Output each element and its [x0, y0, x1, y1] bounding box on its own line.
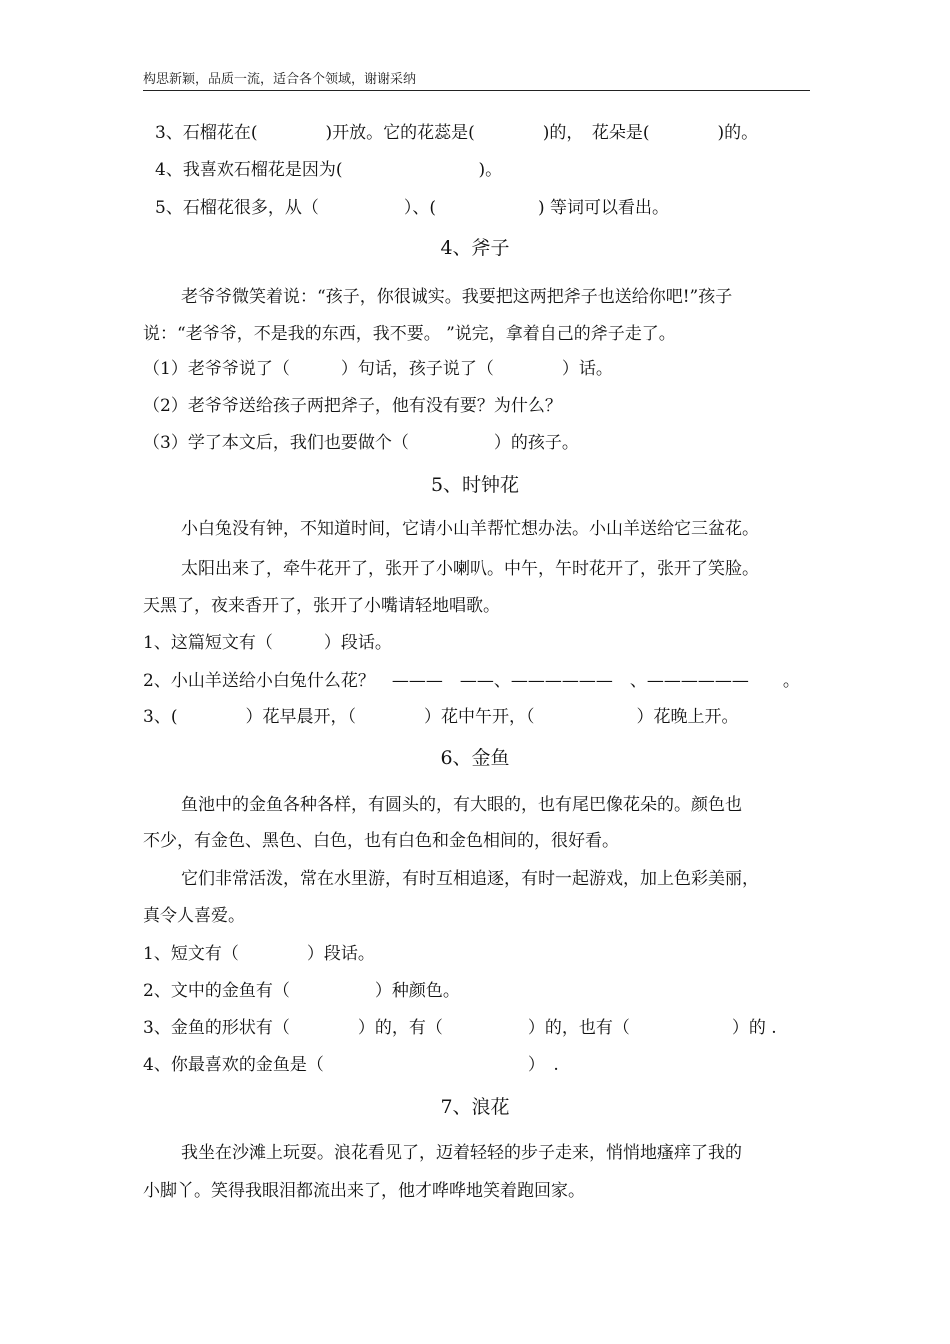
- s7-paragraph-line-1: 我坐在沙滩上玩耍。浪花看见了，迈着轻轻的步子走来，悄悄地瘙痒了我的: [181, 1143, 742, 1163]
- s6-question-2: 2、文中的金鱼有（ ）种颜色。: [143, 981, 460, 1001]
- page-header: 构思新颖，品质一流，适合各个领域，谢谢采纳: [143, 72, 810, 91]
- s6-question-3: 3、金鱼的形状有（ ）的，有（ ）的，也有（ ）的 .: [143, 1018, 777, 1038]
- s4-question-2: （2）老爷爷送给孩子两把斧子，他有没有要？为什么？: [143, 396, 562, 416]
- s5-paragraph-line-1: 小白兔没有钟，不知道时间，它请小山羊帮忙想办法。小山羊送给它三盆花。: [181, 519, 759, 539]
- s3-question-5: 5、石榴花很多，从（ ）、( ) 等词可以看出。: [155, 198, 669, 218]
- s5-title: 5、时钟花: [430, 474, 520, 496]
- s7-paragraph-line-2: 小脚丫。笑得我眼泪都流出来了，他才哗哗地笑着跑回家。: [143, 1181, 585, 1201]
- s6-paragraph-line-3: 它们非常活泼，常在水里游，有时互相追逐，有时一起游戏，加上色彩美丽，: [181, 869, 759, 889]
- s5-question-2: 2、小山羊送给小白兔什么花？ ——— ——、—————— 、—————— 。: [143, 671, 800, 691]
- s6-question-1: 1、短文有（ ）段话。: [143, 944, 375, 964]
- s5-question-1: 1、这篇短文有（ ）段话。: [143, 633, 392, 653]
- s3-question-3: 3、石榴花在( )开放。它的花蕊是( )的， 花朵是( )的。: [155, 123, 759, 143]
- s5-paragraph-line-2: 太阳出来了，牵牛花开了，张开了小喇叭。中午，午时花开了，张开了笑脸。: [181, 559, 759, 579]
- s4-question-3: （3）学了本文后，我们也要做个（ ）的孩子。: [143, 433, 579, 453]
- s7-title: 7、浪花: [440, 1096, 510, 1118]
- s5-paragraph-line-3: 天黑了，夜来香开了，张开了小嘴请轻地唱歌。: [143, 596, 500, 616]
- s6-paragraph-line-2: 不少，有金色、黑色、白色，也有白色和金色相间的，很好看。: [143, 831, 619, 851]
- s6-paragraph-line-1: 鱼池中的金鱼各种各样，有圆头的，有大眼的，也有尾巴像花朵的。颜色也: [181, 795, 742, 815]
- s6-paragraph-line-4: 真令人喜爱。: [143, 906, 245, 926]
- s5-question-3: 3、( ）花早晨开，（ ）花中午开，（ ）花晚上开。: [143, 707, 739, 727]
- s4-question-1: （1）老爷爷说了（ ）句话，孩子说了（ ）话。: [143, 359, 613, 379]
- s6-question-4: 4、你最喜欢的金鱼是（ ） .: [143, 1055, 559, 1075]
- s6-title: 6、金鱼: [440, 747, 510, 769]
- s4-paragraph-line-2: 说：“老爷爷，不是我的东西，我不要。 ”说完，拿着自己的斧子走了。: [143, 324, 676, 344]
- s3-question-4: 4、我喜欢石榴花是因为( )。: [155, 160, 503, 180]
- s4-paragraph-line-1: 老爷爷微笑着说：“孩子，你很诚实。我要把这两把斧子也送给你吧!”孩子: [181, 287, 733, 307]
- s4-title: 4、斧子: [440, 237, 510, 259]
